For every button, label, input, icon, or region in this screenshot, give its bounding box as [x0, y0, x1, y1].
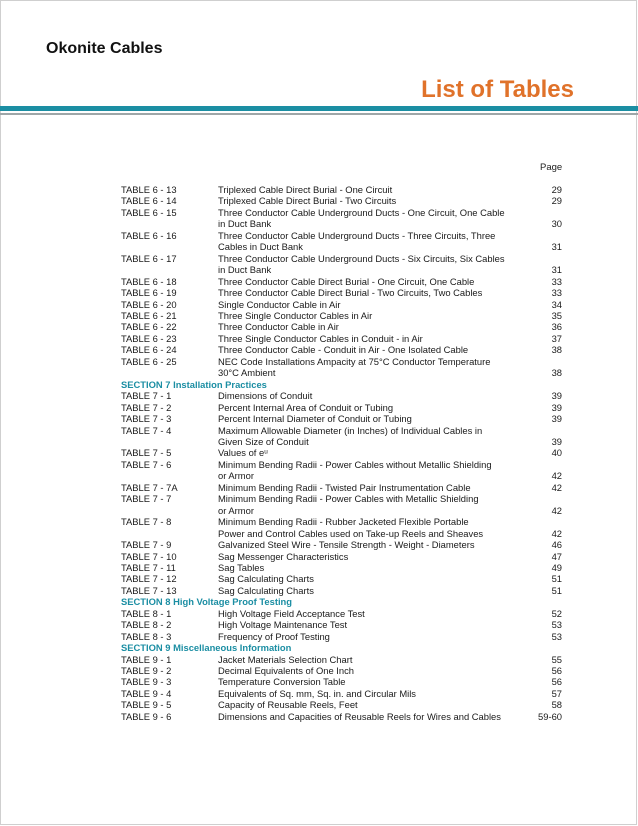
table-description: Triplexed Cable Direct Burial - One Circuit: [218, 184, 393, 195]
table-number: TABLE 9 - 2: [121, 665, 172, 677]
header-rule-gray: [0, 113, 638, 115]
table-description: Three Conductor Cable - Conduit in Air - One Isolated Cable: [218, 344, 469, 356]
table-description: Three Conductor Cable Direct Burial - One Circuit, One Cable: [218, 275, 475, 287]
table-description: Maximum Allowable Diameter (in Inches) of Individual Cables in Given Size of Conduit: [218, 424, 483, 447]
page-number: 59-60: [538, 710, 562, 722]
table-number: TABLE 6 - 21: [121, 309, 177, 321]
page-number: 55: [551, 653, 562, 665]
table-entry: [121, 310, 562, 321]
table-description: Equivalents of Sq. mm, Sq. in. and Circular Mils: [218, 687, 416, 699]
page-number: 29: [551, 195, 562, 207]
table-number: TABLE 9 - 3: [121, 676, 172, 688]
table-entry: [121, 195, 562, 206]
page-number: 39: [551, 413, 562, 425]
table-number: TABLE 9 - 6: [121, 710, 172, 722]
table-description: Galvanized Steel Wire - Tensile Strength - Weight - Diameters: [218, 539, 475, 551]
table-description: Minimum Bending Radii - Power Cables without Metallic Shielding or Armor: [218, 458, 492, 482]
table-description: Sag Calculating Charts: [218, 573, 314, 585]
table-number: TABLE 6 - 25: [121, 355, 177, 367]
table-entry: [121, 207, 562, 230]
table-entry: [121, 619, 562, 630]
table-number: TABLE 7 - 12: [121, 573, 177, 585]
table-number: TABLE 6 - 18: [121, 275, 177, 287]
table-description: Frequency of Proof Testing: [218, 630, 330, 642]
table-entry: [121, 608, 562, 619]
table-number: TABLE 7 - 13: [121, 584, 177, 596]
table-description: High Voltage Field Acceptance Test: [218, 607, 365, 619]
page-number: 53: [551, 619, 562, 631]
table-entry: [121, 459, 562, 482]
table-entry: [121, 344, 562, 355]
page-number: 57: [551, 687, 562, 699]
page-number: 42: [551, 481, 562, 493]
page-number: 51: [551, 573, 562, 585]
page-number: 31: [551, 264, 562, 276]
page-number: 42: [551, 504, 562, 516]
table-entry: [121, 184, 562, 195]
table-description: Capacity of Reusable Reels, Feet: [218, 699, 358, 711]
table-description: Triplexed Cable Direct Burial - Two Circuits: [218, 195, 397, 207]
table-number: TABLE 9 - 4: [121, 687, 172, 699]
page-number: 39: [551, 390, 562, 402]
table-description: Three Single Conductor Cables in Air: [218, 309, 373, 321]
table-entry: [121, 676, 562, 687]
section-title: SECTION 8 High Voltage Proof Testing: [121, 596, 293, 608]
table-description: Three Single Conductor Cables in Conduit - in Air: [218, 332, 423, 344]
table-entry: [121, 539, 562, 550]
table-number: TABLE 7 - 7: [121, 493, 172, 505]
table-number: TABLE 8 - 1: [121, 607, 172, 619]
table-number: TABLE 6 - 24: [121, 344, 177, 356]
table-description: Values of eᵘ: [218, 447, 268, 459]
table-description: Minimum Bending Radii - Rubber Jacketed Flexible Portable Power and Control Cables used on Take-up Reels and Sheaves: [218, 516, 484, 539]
page-number: 33: [551, 287, 562, 299]
table-description: Dimensions and Capacities of Reusable Reels for Wires and Cables: [218, 710, 501, 722]
table-description: High Voltage Maintenance Test: [218, 619, 348, 631]
table-description: Minimum Bending Radii - Twisted Pair Instrumentation Cable: [218, 481, 471, 493]
table-entry: [121, 253, 562, 276]
table-number: TABLE 9 - 1: [121, 653, 172, 665]
table-number: TABLE 6 - 20: [121, 298, 177, 310]
header-rule-teal: [0, 106, 638, 111]
table-description: Three Conductor Cable Direct Burial - Two Circuits, Two Cables: [218, 287, 483, 299]
table-entry: [121, 516, 562, 539]
table-description: Jacket Materials Selection Chart: [218, 653, 353, 665]
table-description: NEC Code Installations Ampacity at 75°C Conductor Temperature 30°C Ambient: [218, 355, 491, 379]
table-number: TABLE 7 - 3: [121, 413, 172, 425]
page-number: 46: [551, 539, 562, 551]
table-description: Sag Calculating Charts: [218, 584, 314, 596]
page-number: 58: [551, 699, 562, 711]
table-number: TABLE 7 - 8: [121, 516, 172, 528]
page-number: 38: [551, 367, 562, 379]
table-entry: [121, 551, 562, 562]
table-number: TABLE 8 - 2: [121, 619, 172, 631]
section-heading: [121, 379, 562, 390]
table-number: TABLE 9 - 5: [121, 699, 172, 711]
table-number: TABLE 7 - 10: [121, 550, 177, 562]
table-entry: [121, 631, 562, 642]
table-number: TABLE 7 - 6: [121, 458, 172, 470]
table-entry: [121, 482, 562, 493]
table-description: Percent Internal Area of Conduit or Tubing: [218, 401, 394, 413]
brand-name: Okonite Cables: [46, 40, 163, 57]
page-number: 53: [551, 630, 562, 642]
table-description: Decimal Equivalents of One Inch: [218, 665, 355, 677]
table-number: TABLE 7 - 1: [121, 390, 172, 402]
table-description: Three Conductor Cable Underground Ducts - Six Circuits, Six Cables in Duct Bank: [218, 252, 505, 276]
table-entry: [121, 356, 562, 379]
table-entry: [121, 699, 562, 710]
page-column-label: Page: [540, 162, 563, 173]
table-entry: [121, 562, 562, 573]
table-description: Three Conductor Cable Underground Ducts - One Circuit, One Cable in Duct Bank: [218, 206, 505, 230]
table-number: TABLE 6 - 13: [121, 184, 177, 195]
table-number: TABLE 7 - 5: [121, 447, 172, 459]
section-heading: [121, 642, 562, 653]
page-number: 38: [551, 344, 562, 356]
section-title: SECTION 9 Miscellaneous Information: [121, 642, 292, 654]
page-number: 52: [551, 607, 562, 619]
table-description: Single Conductor Cable in Air: [218, 298, 341, 310]
table-description: Sag Tables: [218, 561, 265, 573]
table-entry: [121, 573, 562, 584]
section-heading: [121, 596, 562, 607]
table-number: TABLE 7 - 9: [121, 539, 172, 551]
table-entry: [121, 585, 562, 596]
table-entry: [121, 287, 562, 298]
table-description: Three Conductor Cable Underground Ducts - Three Circuits, Three Cables in Duct Bank: [218, 229, 496, 253]
table-description: Minimum Bending Radii - Power Cables with Metallic Shielding or Armor: [218, 493, 479, 516]
table-entry: [121, 711, 562, 722]
table-description: Temperature Conversion Table: [218, 676, 346, 688]
page-number: 49: [551, 561, 562, 573]
table-number: TABLE 8 - 3: [121, 630, 172, 642]
page-number: 39: [551, 435, 562, 447]
page-number: 33: [551, 275, 562, 287]
table-entry: [121, 230, 562, 253]
table-description: Sag Messenger Characteristics: [218, 550, 349, 562]
table-number: TABLE 7 - 4: [121, 424, 172, 436]
page-number: 39: [551, 401, 562, 413]
table-number: TABLE 6 - 16: [121, 229, 177, 241]
page-number: 56: [551, 665, 562, 677]
table-number: TABLE 6 - 22: [121, 321, 177, 333]
table-number: TABLE 7 - 7A: [121, 481, 178, 493]
table-entry: [121, 654, 562, 665]
table-entry: [121, 333, 562, 344]
page-number: 31: [551, 241, 562, 253]
page-number: 36: [551, 321, 562, 333]
table-entry: [121, 276, 562, 287]
table-entry: [121, 413, 562, 424]
table-entry: [121, 447, 562, 458]
table-number: TABLE 6 - 19: [121, 287, 177, 299]
page-number: 56: [551, 676, 562, 688]
table-description: Three Conductor Cable in Air: [218, 321, 339, 333]
table-entry: [121, 299, 562, 310]
table-entry: [121, 425, 562, 448]
page-number: 30: [551, 218, 562, 230]
page-number: 42: [551, 470, 562, 482]
page-title: List of Tables: [421, 76, 574, 103]
table-number: TABLE 6 - 14: [121, 195, 177, 207]
table-entry: [121, 688, 562, 699]
page-number: 37: [551, 332, 562, 344]
page-number: 42: [551, 527, 562, 539]
page-number: 40: [551, 447, 562, 459]
page-number: 34: [551, 298, 562, 310]
page-number: 51: [551, 584, 562, 596]
table-entry: [121, 402, 562, 413]
table-entry: [121, 493, 562, 516]
table-description: Dimensions of Conduit: [218, 390, 313, 402]
page-number: 29: [551, 184, 562, 195]
table-entry: [121, 665, 562, 676]
table-number: TABLE 7 - 2: [121, 401, 172, 413]
table-number: TABLE 6 - 15: [121, 206, 177, 218]
page-number: 35: [551, 309, 562, 321]
page-number: 47: [551, 550, 562, 562]
section-title: SECTION 7 Installation Practices: [121, 378, 267, 390]
table-list: [121, 184, 562, 722]
table-number: TABLE 6 - 17: [121, 252, 177, 264]
table-number: TABLE 7 - 11: [121, 561, 176, 573]
table-entry: [121, 321, 562, 332]
table-description: Percent Internal Diameter of Conduit or Tubing: [218, 413, 412, 425]
table-entry: [121, 390, 562, 401]
table-number: TABLE 6 - 23: [121, 332, 177, 344]
